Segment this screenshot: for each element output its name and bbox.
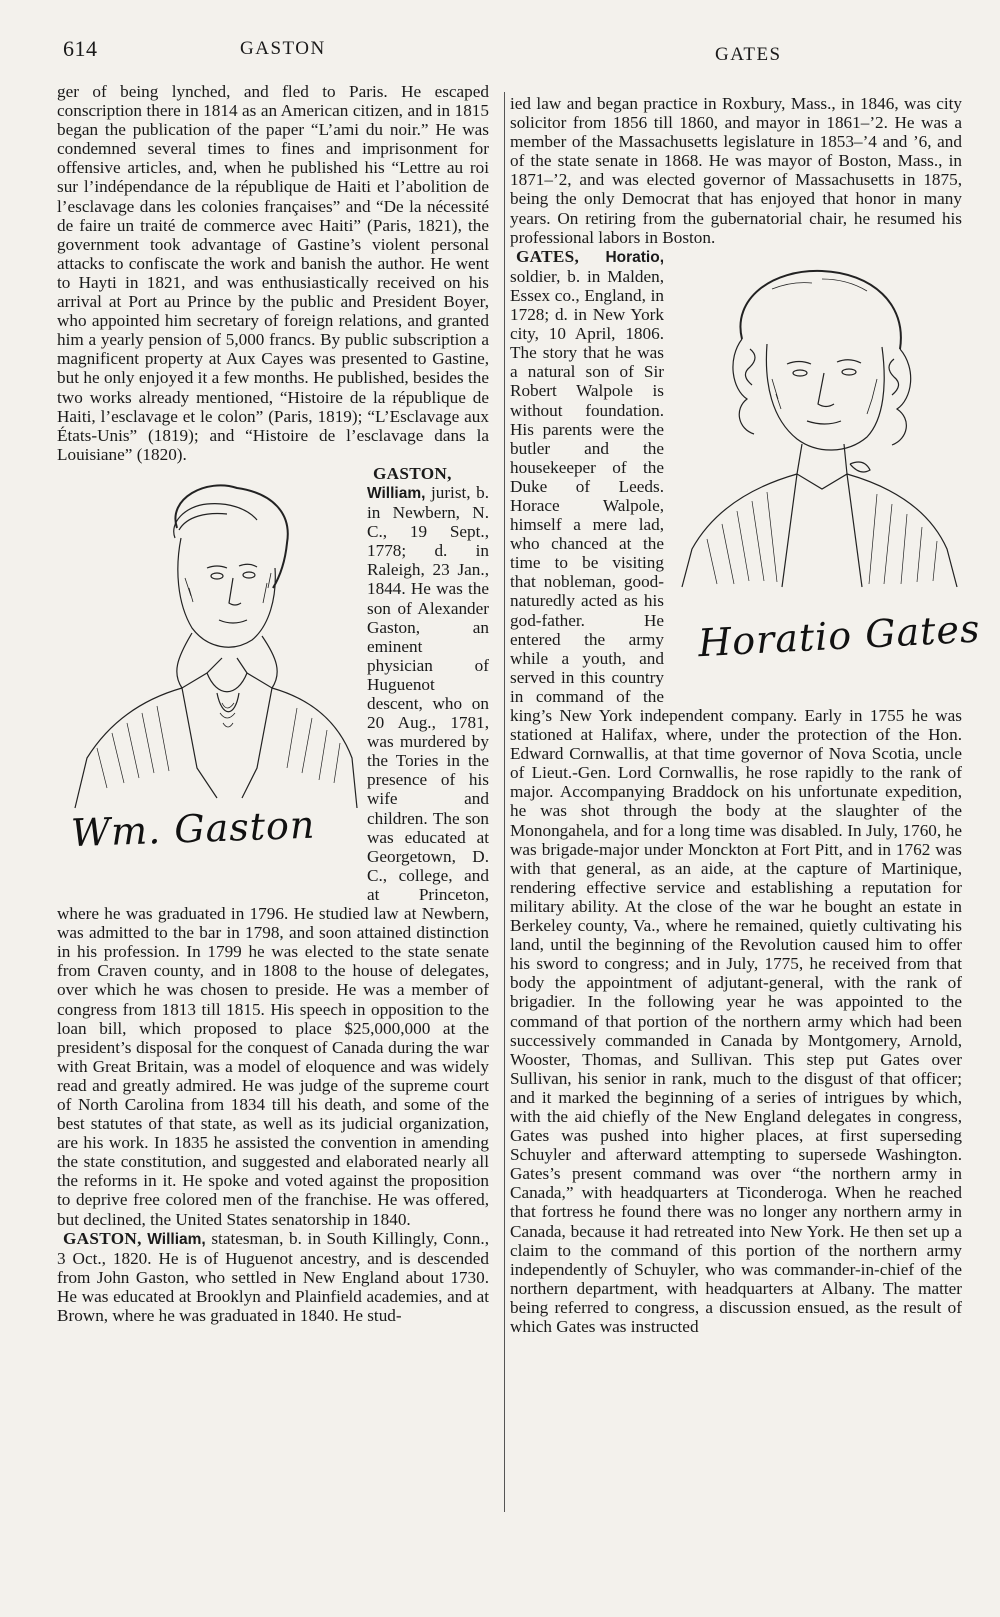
entry-gaston-william-statesman [57,1229,489,1325]
headword-given-horatio: Horatio, [605,248,664,266]
gaston-signature: Wm. Gaston [70,802,317,856]
entry-text: soldier, b. in Malden, Essex co., England, in 1728; d. in New York city, 10 April, 1806. The story that he was a natural son of Sir Robert Walpole is without foundation. His parents were the butler and the housekeeper of the Duke of Leeds. Horace Walpole, himself a mere lad, who chanced at the time to be visiting that nobleman, good-naturedly acted as his god-father. He entered the army while a youth, and served in this country in command of the king’s New York independent company. Early in 1755 he was stationed at Halifax, where, under the protection of the Hon. Edward Cornwallis, at that time governor of Nova Scotia, uncle of Lieut.-Gen. Lord Cornwallis, he rose rapidly to the rank of major. Accompanying Braddock on his unfortunate expedition, he was shot through the body at the slaughter of the Monongahela, and for a long time was disabled. In July, 1760, he was brigade-major under Monckton at Fort Pitt, and in 1762 was with that general, as an aide, at the capture of Martinique, rendering effective service and establishing a reputation for military ability. At the close of the war he bought an estate in Berkeley county, Va., where he remained, quietly cultivating his land, until the beginning of the Revolution caused him to offer his sword to congress; and in July, 1775, he received from that body the appointment of adjutant-general, with the rank of brigadier. In the following year he was appointed to the command of that portion of the northern army which had been successively commanded in Canada by Montgomery, Arnold, Wooster, Thomas, and Sullivan. This step put Gates over Sullivan, his senior in rank, much to the disgust of that officer; and it marked the beginning of a series of intrigues by which, with the aid chiefly of the New England delegates in congress, Gates was pushed into higher places, at first superseding Schuyler and afterward attempting to supersede Washington. Gates’s present command was over “the northern army in Canada,” with headquarters at Ticonderoga. When he reached that fortress he found there was no longer any northern army in Canada, because it had retreated into New York. He then set up a claim to the command of this portion of the northern army independently of Schuyler, who was commander-in-chief of the northern department, with headquarters at Albany. The matter being referred to congress, a discussion ensued, as the result of which Gates was instructed [510,266,962,1336]
gates-signature: Horatio Gates [697,606,982,665]
entry-gates-horatio [510,246,982,1336]
entry-gaston-william-jurist [57,464,489,1229]
headword-given-william: William, [367,484,426,502]
page-number: 614 [63,36,98,61]
entry-text: statesman, b. in South Killingly, Conn., 3 Oct., 1820. He is of Huguenot ancestry, and is descended from John Gaston, who settled in New England about 1730. He was educated at Brooklyn and Plainfield academies, and at Brown, where he was graduated in 1840. He stud- [57,1228,489,1325]
gaston-portrait-icon [57,468,359,828]
page-header [0,36,1000,70]
column-divider [504,92,505,1512]
running-head-left: GASTON [240,38,326,59]
gaston-portrait [57,468,359,888]
right-column [510,94,982,1336]
headword-given-william: William, [147,1230,206,1248]
headword-gates: GATES, [516,246,580,266]
left-column [57,82,489,1325]
gates-portrait [672,249,982,689]
headword-gaston: GASTON, [63,1228,142,1248]
entry-text: jurist, b. in Newbern, N. C., 19 Sept., 1778; d. in Raleigh, 23 Jan., 1844. He was the son of Alexander Gaston, an eminent physician of Huguenot descent, who on 20 Aug., 1781, was murdered by the Tories in the presence of his wife and children. The son was educated at Georgetown, D. C., college, and at Princeton, where he was graduated in 1796. He studied law at Newbern, was admitted to the bar in 1798, and soon attained distinction in his profession. In 1799 he was elected to the state senate from Craven county, and in 1808 to the house of delegates, over which he was chosen to preside. He was a member of congress from 1813 till 1815. His speech in opposition to the loan bill, which proposed to place $25,000,000 at the president’s disposal for the conquest of Canada during the war with Great Britain, was a model of eloquence and was widely read and greatly admired. He was judge of the supreme court of North Carolina from 1834 till his death, and some of the best statutes of that state, as well as its judicial organization, are his work. In 1835 he assisted the convention in amending the state constitution, and suggested and elaborated nearly all the reforms in it. He spoke and voted against the proposition to deprive free colored men of the franchise. He was offered, but declined, the United States senatorship in 1840. [57,482,489,1229]
entry-gaston-continued: ied law and began practice in Roxbury, Mass., in 1846, was city solicitor from 1856 till 1860, and mayor in 1861–’2. He was a member of the Massachusetts legislature in 1853–’4 and ’6, and of the state senate in 1868. He was mayor of Boston, Mass., in 1871–’2, and was elected governor of Massachusetts in 1875, being the only Democrat that has enjoyed that honor in many years. On retiring from the gubernatorial chair, he resumed his professional labors in Boston. [510,94,962,247]
gates-portrait-icon [672,249,962,589]
running-head-right: GATES [715,44,782,65]
entry-gastine-continued: ger of being lynched, and fled to Paris. He escaped conscription there in 1814 as an American citizen, and in 1815 began the publication of the paper “L’ami du noir.” He was condemned several times to fines and imprisonment for offensive articles, and, when he published his “Lettre au roi sur l’indépendance de la république de Haiti et l’abolition de l’esclavage dans les colonies françaises” and “De la nécessité de faire un traité de commerce avec Haiti” (Paris, 1821), the government took advantage of Gastine’s violent personal attacks to confiscate the work and banish the author. He went to Hayti in 1821, and was enthusiastically received on his arrival at Port au Prince by the public and President Boyer, who appointed him secretary of foreign relations, and granted him a yearly pension of 5,000 francs. By public subscription a magnificent property at Aux Cayes was presented to Gastine, but he only enjoyed it a few months. He published, besides the two works already mentioned, “Histoire de la république de Haiti, l’esclavage et le colon” (Paris, 1819); “L’Esclavage aux États-Unis” (1819); and “Histoire de l’esclavage dans la Louisiane” (1820). [57,82,489,464]
headword-gaston: GASTON, [373,463,452,483]
